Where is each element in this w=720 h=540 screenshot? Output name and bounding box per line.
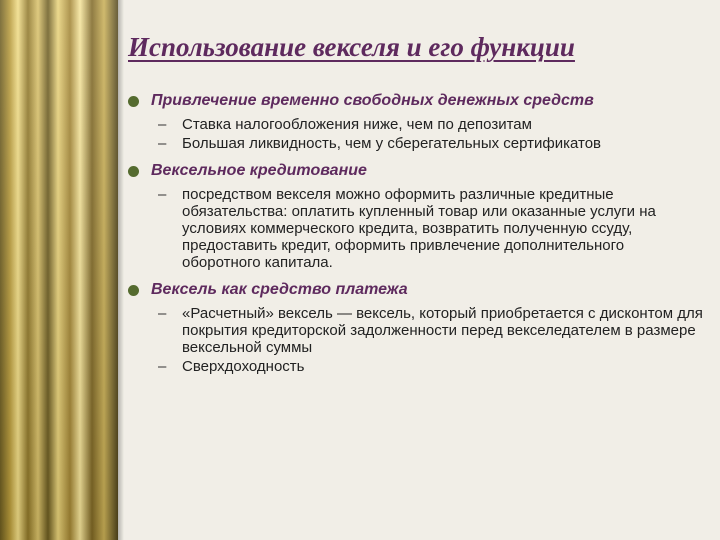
list-item-label: Привлечение временно свободных денежных средств [151,92,594,109]
list-item [128,162,703,180]
sub-list [158,186,703,271]
decorative-gold-band [0,0,118,540]
sub-item-text: посредством векселя можно оформить различные кредитные обязательства: оплатить купленный товар или оказанные услуги на условиях коммерческого кредита, возвратить полученную ссуду, предоставить кредит, оформить привлечение дополнительного оборотного капитала. [182,186,656,271]
sub-item [158,358,703,375]
band-shadow [118,0,124,540]
slide-content [128,92,703,385]
dash-icon: – [158,186,167,203]
list-item [128,92,703,110]
sub-item [158,186,703,271]
sub-item-text: Большая ликвидность, чем у сберегательных сертификатов [182,135,602,152]
sub-item [158,116,703,133]
sub-item-text: «Расчетный» вексель — вексель, который приобретается с дисконтом для покрытия кредиторской задолженности перед векселедателем в размере вексельной суммы [182,305,703,356]
list-item-label: Вексельное кредитование [151,162,367,179]
sub-item-text: Ставка налогообложения ниже, чем по депозитам [182,116,532,133]
dash-icon: – [158,358,167,375]
sub-item-text: Сверхдоходность [182,358,305,375]
sub-item [158,305,703,356]
dash-icon: – [158,135,167,152]
slide-title: Использование векселя и его функции [128,32,575,62]
dash-icon: – [158,305,167,322]
dash-icon: – [158,116,167,133]
list-item [128,281,703,299]
list-item-label: Вексель как средство платежа [151,281,408,298]
bullet-icon [128,285,139,296]
bullet-icon [128,166,139,177]
sub-list [158,305,703,375]
bullet-icon [128,96,139,107]
sub-list [158,116,703,152]
sub-item [158,135,703,152]
